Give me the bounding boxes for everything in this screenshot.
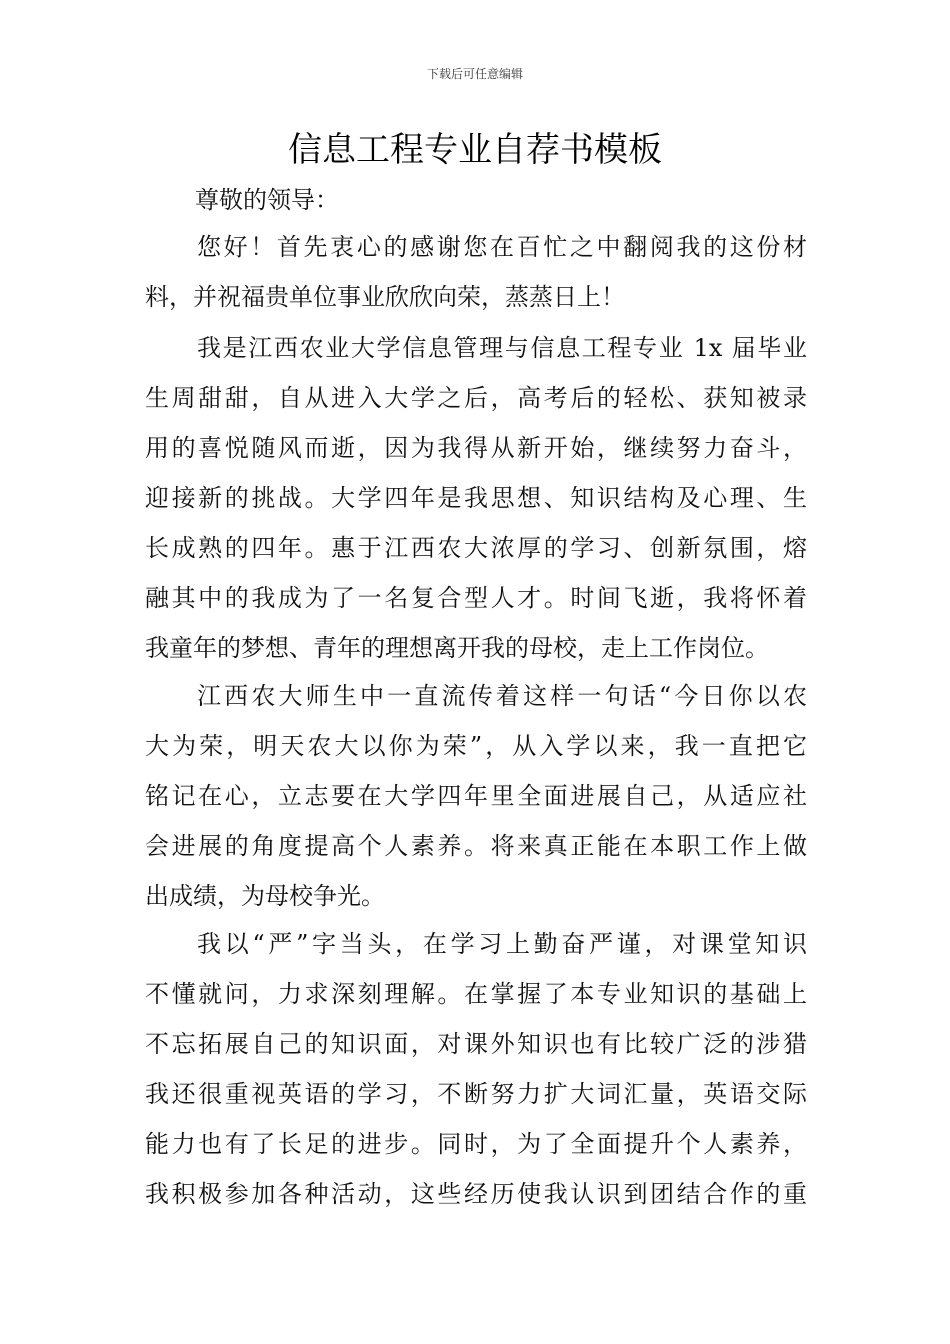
text-line: 不懂就问，力求深刻理解。在掌握了本专业知识的基础上 bbox=[145, 980, 807, 1008]
page-header-note: 下载后可任意编辑 bbox=[426, 67, 523, 81]
text-line: 出成绩，为母校争光。 bbox=[145, 882, 385, 910]
text-line: 融其中的我成为了一名复合型人才。时间飞逝，我将怀着 bbox=[145, 584, 807, 612]
text-line: 铭记在心，立志要在大学四年里全面进展自己，从适应社 bbox=[145, 782, 807, 810]
paragraph-study bbox=[145, 919, 807, 1219]
text-line: 我是江西农业大学信息管理与信息工程专业 1x 届毕业 bbox=[197, 334, 807, 362]
text-line: 迎接新的挑战。大学四年是我思想、知识结构及心理、生 bbox=[145, 484, 807, 512]
text-line: 我以“严”字当头，在学习上勤奋严谨，对课堂知识 bbox=[197, 930, 807, 958]
text-line: 能力也有了长足的进步。同时，为了全面提升个人素养， bbox=[145, 1130, 807, 1158]
text-line: 江西农大师生中一直流传着这样一句话“今日你以农 bbox=[197, 682, 807, 710]
paragraph-introduction bbox=[145, 323, 807, 673]
text-line: 料，并祝福贵单位事业欣欣向荣，蒸蒸日上！ bbox=[145, 283, 625, 311]
text-line: 我童年的梦想、青年的理想离开我的母校，走上工作岗位。 bbox=[145, 634, 769, 662]
salutation: 尊敬的领导： bbox=[195, 186, 339, 214]
text-line: 用的喜悦随风而逝，因为我得从新开始，继续努力奋斗， bbox=[145, 434, 807, 462]
text-line: 我还很重视英语的学习，不断努力扩大词汇量，英语交际 bbox=[145, 1080, 807, 1108]
text-line: 您好！首先衷心的感谢您在百忙之中翻阅我的这份材 bbox=[197, 233, 807, 261]
document-title: 信息工程专业自荐书模板 bbox=[288, 130, 662, 170]
text-line: 不忘拓展自己的知识面，对课外知识也有比较广泛的涉猎 bbox=[145, 1030, 807, 1058]
text-line: 会进展的角度提高个人素养。将来真正能在本职工作上做 bbox=[145, 832, 807, 860]
text-line: 长成熟的四年。惠于江西农大浓厚的学习、创新氛围，熔 bbox=[145, 534, 807, 562]
text-line: 我积极参加各种活动，这些经历使我认识到团结合作的重 bbox=[145, 1180, 807, 1208]
text-line: 大为荣，明天农大以你为荣”，从入学以来，我一直把它 bbox=[145, 732, 807, 760]
text-line: 生周甜甜，自从进入大学之后，高考后的轻松、获知被录 bbox=[145, 384, 807, 412]
paragraph-greeting bbox=[145, 222, 807, 322]
paragraph-motto bbox=[145, 671, 807, 921]
